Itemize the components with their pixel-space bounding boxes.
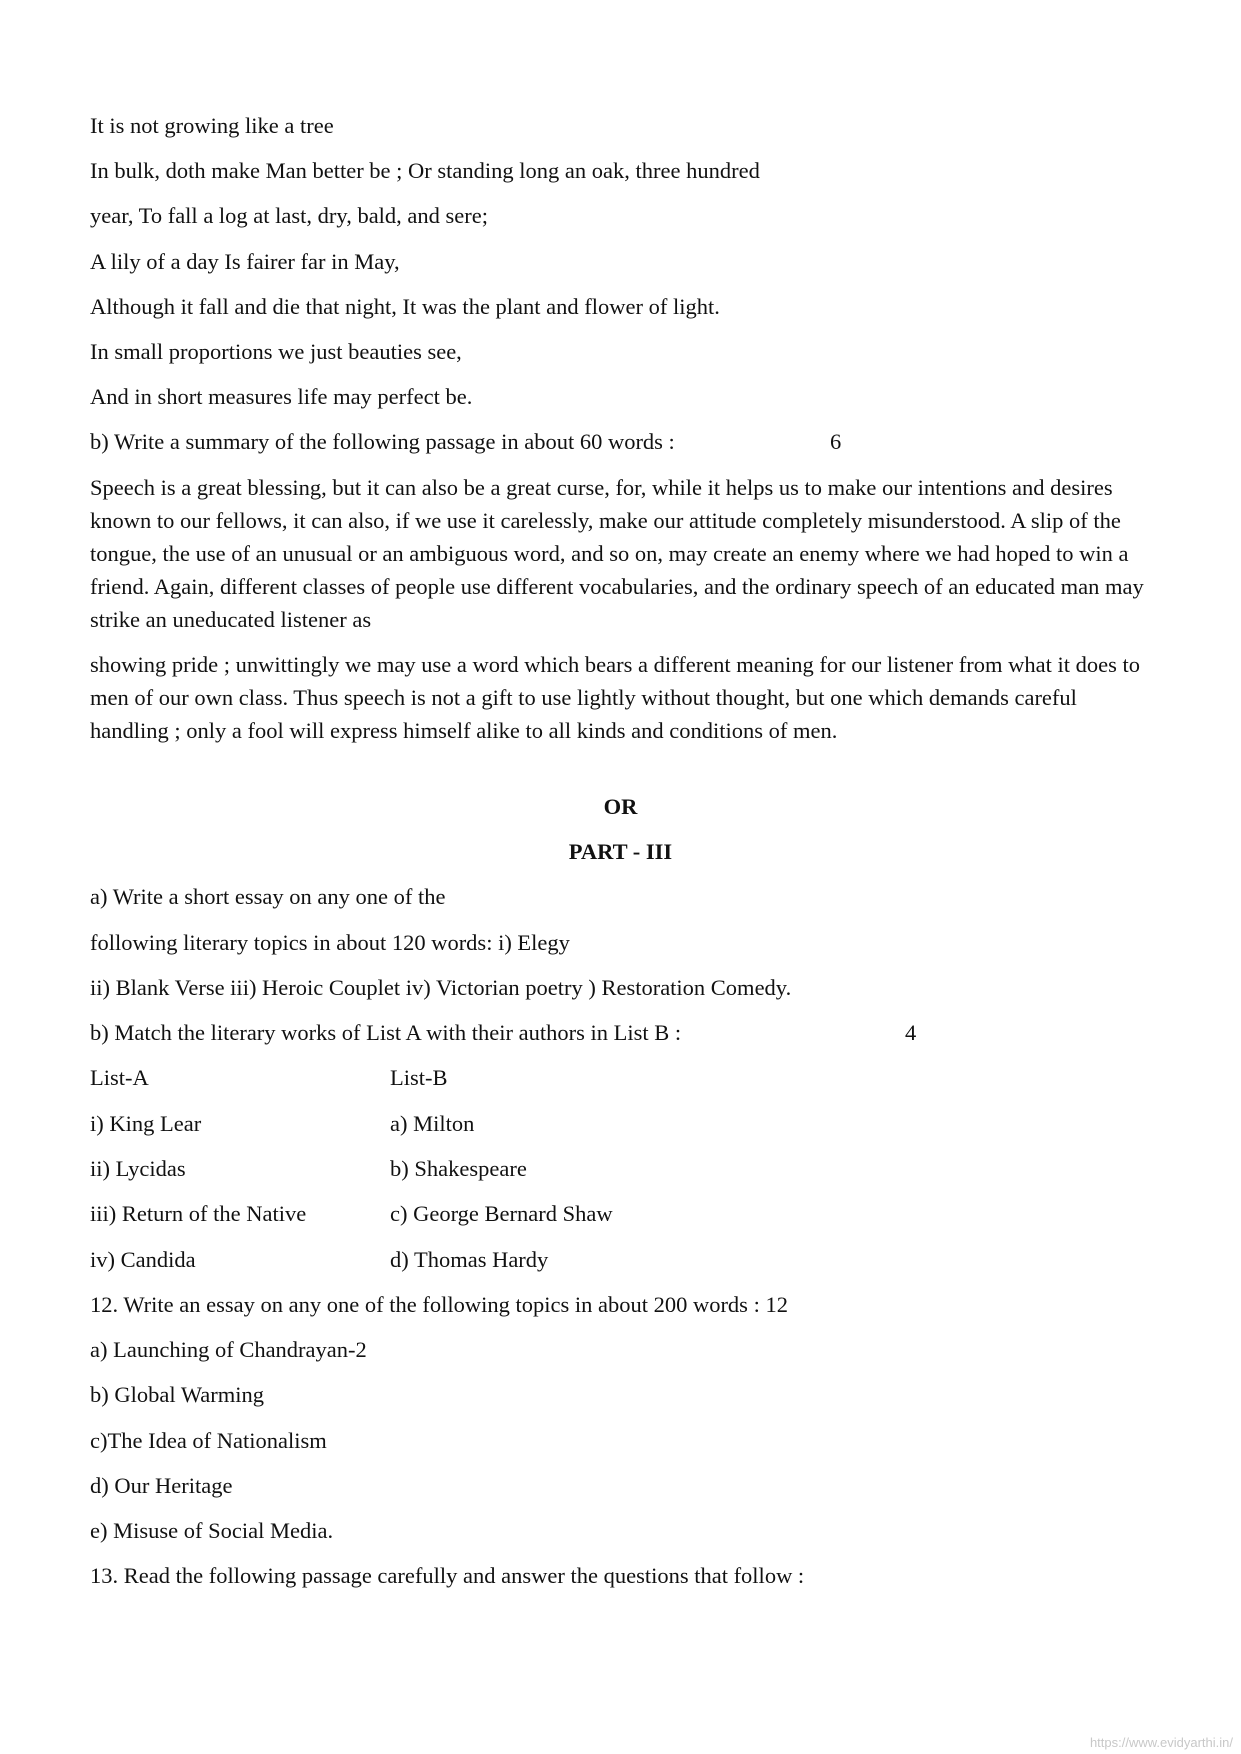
question-12: 12. Write an essay on any one of the following topics in about 200 words : 12	[90, 1292, 788, 1317]
poem-line-1: It is not growing like a tree	[90, 113, 334, 138]
list-b-item: c) George Bernard Shaw	[390, 1201, 613, 1226]
match-question: b) Match the literary works of List A with their authors in List B :	[90, 1020, 682, 1045]
or-heading: OR	[603, 794, 638, 819]
list-b-header: List-B	[390, 1065, 448, 1090]
poem-line-7: And in short measures life may perfect be.	[90, 384, 473, 409]
list-a-item: iii) Return of the Native	[90, 1201, 307, 1226]
summary-question: b) Write a summary of the following passage in about 60 words :	[90, 429, 675, 454]
essay-topic-item: b) Global Warming	[90, 1382, 264, 1407]
list-a-item: i) King Lear	[90, 1111, 202, 1136]
poem-line-5: Although it fall and die that night, It was the plant and flower of light.	[90, 294, 720, 319]
summary-marks: 6	[830, 429, 842, 454]
list-a-item: iv) Candida	[90, 1247, 196, 1272]
essay-topic-item: e) Misuse of Social Media.	[90, 1518, 334, 1543]
passage-paragraph-1: Speech is a great blessing, but it can also be a great curse, for, while it helps us to make our intentions and desires known to our fellows, it can also, if we use it carelessly, make our attitude completely misunderstood. A slip of the tongue, the use of an unusual or an ambiguous word, and so on, may create an enemy where we had hoped to win a friend. Again, different classes of people use different vocabularies, and the ordinary speech of an educated man may strike an uneducated listener as	[90, 475, 1144, 632]
list-b-item: a) Milton	[390, 1111, 475, 1136]
essay-topic-item: c)The Idea of Nationalism	[90, 1428, 327, 1453]
poem-line-3: year, To fall a log at last, dry, bald, and sere;	[90, 203, 489, 228]
list-a-header: List-A	[90, 1065, 149, 1090]
list-b-item: b) Shakespeare	[390, 1156, 527, 1181]
poem-line-4: A lily of a day Is fairer far in May,	[90, 249, 400, 274]
poem-line-2: In bulk, doth make Man better be ; Or standing long an oak, three hundred	[90, 158, 760, 183]
poem-line-6: In small proportions we just beauties see,	[90, 339, 462, 364]
list-a-item: ii) Lycidas	[90, 1156, 186, 1181]
watermark-url[interactable]: https://www.evidyarthi.in/	[1089, 1735, 1233, 1750]
part-heading: PART - III	[568, 839, 673, 864]
question-13: 13. Read the following passage carefully and answer the questions that follow :	[90, 1563, 805, 1588]
essay-question-line-3: ii) Blank Verse iii) Heroic Couplet iv) Victorian poetry ) Restoration Comedy.	[90, 975, 792, 1000]
passage-paragraph-2: showing pride ; unwittingly we may use a word which bears a different meaning for our listener from what it does to men of our own class. Thus speech is not a gift to use lightly without thought, but one which demands careful handling ; only a fool will express himself alike to all kinds and conditions of men.	[90, 652, 1140, 743]
essay-topic-item: a) Launching of Chandrayan-2	[90, 1337, 367, 1362]
match-marks: 4	[905, 1020, 917, 1045]
list-b-item: d) Thomas Hardy	[390, 1247, 549, 1272]
essay-question-line-2: following literary topics in about 120 words: i) Elegy	[90, 930, 570, 955]
essay-topic-item: d) Our Heritage	[90, 1473, 233, 1498]
essay-question-line-1: a) Write a short essay on any one of the	[90, 884, 446, 909]
